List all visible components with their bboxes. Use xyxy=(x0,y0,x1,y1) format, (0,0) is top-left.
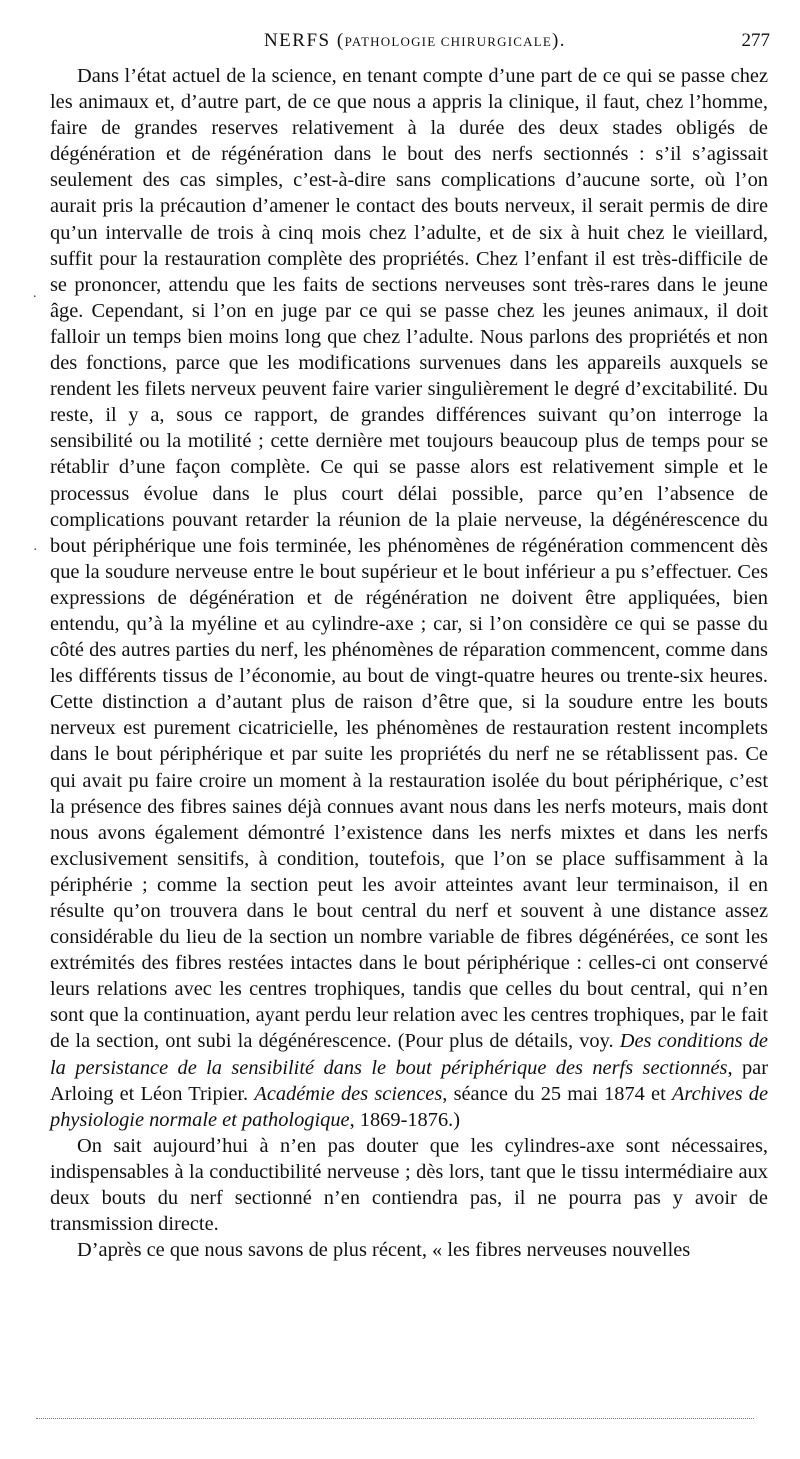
reference-title-1: Des conditions de la persistance de la sensibilité dans le bout périphérique des nerfs sectionnés xyxy=(50,1030,768,1079)
page-number: 277 xyxy=(741,30,770,51)
running-head xyxy=(60,30,770,58)
paragraph-1-text: Dans l’état actuel de la science, en tenant compte d’une part de ce qui se passe chez les animaux et, d’autre part, de ce que nous a appris la clinique, il faut, chez l’homme, faire de grandes reserves relativement à la durée des deux stades obligés de dégénération et de régénération dans le bout des nerfs sectionnés : s’il s’agissait seulement des cas simples, c’est-à-dire sans complications d’aucune sorte, où l’on aurait pris la précaution d’amener le contact des bouts nerveux, il serait permis de dire qu’un intervalle de trois à cinq mois chez l’adulte, et de six à huit chez le vieillard, suffit pour la restauration complète des propriétés. Chez l’enfant il est très-difficile de se prononcer, attendu que les faits de sections nerveuses sont très-rares dans le jeune âge. Cependant, si l’on en juge par ce qui se passe chez les jeunes animaux, il doit falloir un temps bien moins long que chez l’adulte. Nous parlons des propriétés et non des fonctions, parce que les modifications survenues dans les appareils auxquels se rendent les filets nerveux peuvent faire varier singulièrement le degré d’excitabilité. Du reste, il y a, sous ce rapport, de grandes différences suivant qu’on interroge la sensibilité ou la motilité ; cette dernière met toujours beaucoup plus de temps pour se rétablir d’une façon complète. Ce qui se passe alors est relativement simple et le processus évolue dans le plus court délai possible, parce qu’en l’absence de complications pouvant retarder la réunion de la plaie nerveuse, la dégénérescence du bout périphérique une fois terminée, les phénomènes de régénération commencent dès que la soudure nerveuse entre le bout supérieur et le bout inférieur a pu s’effectuer. Ces expressions de dégénération et de régénération ne doivent être appliquées, bien entendu, qu’à la myéline et au cylindre-axe ; car, si l’on considère ce qui se passe du côté des autres parties du nerf, les phénomènes de réparation commencent, comme dans les différents tissus de l’économie, au bout de vingt-quatre heures ou trente-six heures. Cette distinction a d’autant plus de raison d’être que, si la soudure entre les bouts nerveux est purement cicatricielle, les phénomènes de restauration restent incomplets dans le bout périphérique et par suite les propriétés du nerf ne se rétablissent pas. Ce qui avait pu faire croire un moment à la restauration isolée du bout périphérique, c’est la présence des fibres saines déjà connues avant nous dans les nerfs moteurs, mais dont nous avons également démontré l’existence dans les nerfs mixtes et dans les nerfs exclusivement sensitifs, à condition, toutefois, que l’on se place suffisamment à la périphérie ; comme la section peut les avoir atteintes avant leur terminaison, il en résulte qu’on trouvera dans le bout central du nerf et souvent à une distance assez considérable du lieu de la section un nombre variable de fibres dégénérées, ce sont les extrémités des fibres restées intactes dans le bout périphérique : celles-ci ont conservé leurs relations avec les centres trophiques, tandis que celles du bout central, qui n’en sont que la continuation, ayant perdu leur relation avec les centres trophiques, par le fait de la section, ont subi la dégénérescence. (Pour plus de détails, voy. xyxy=(50,65,768,1053)
reference-title-2: Académie des sciences xyxy=(254,1082,443,1105)
margin-speck: · xyxy=(33,543,38,558)
paragraph-1 xyxy=(50,63,768,1133)
footer-dotted-rule xyxy=(36,1418,754,1419)
paragraph-3: D’après ce que nous savons de plus récent, « les fibres nerveuses nouvelles xyxy=(77,1239,691,1262)
reference-after-1: , par Arloing et Léon Tripier. xyxy=(50,1056,768,1105)
reference-after-3: , 1869-1876.) xyxy=(349,1108,461,1131)
reference-title-3: Archives de physiologie normale et pathologique xyxy=(50,1082,768,1131)
paragraph-2: On sait aujourd’hui à n’en pas douter que les cylindres-axe sont nécessaires, indispensables à la conductibilité nerveuse ; dès lors, tant que le tissu intermédiaire aux deux bouts du nerf sectionné n’en contiendra pas, il ne pourra pas y avoir de transmission directe. xyxy=(50,1134,768,1236)
running-title-sub: PATHOLOGIE CHIRURGICALE xyxy=(344,34,552,49)
running-title-end: ). xyxy=(551,30,567,51)
running-title-main: NERFS ( xyxy=(263,30,345,51)
body-text xyxy=(50,63,768,1263)
margin-speck: . xyxy=(33,286,37,301)
reference-after-2: , séance du 25 mai 1874 et xyxy=(442,1082,672,1105)
running-title xyxy=(60,30,770,52)
